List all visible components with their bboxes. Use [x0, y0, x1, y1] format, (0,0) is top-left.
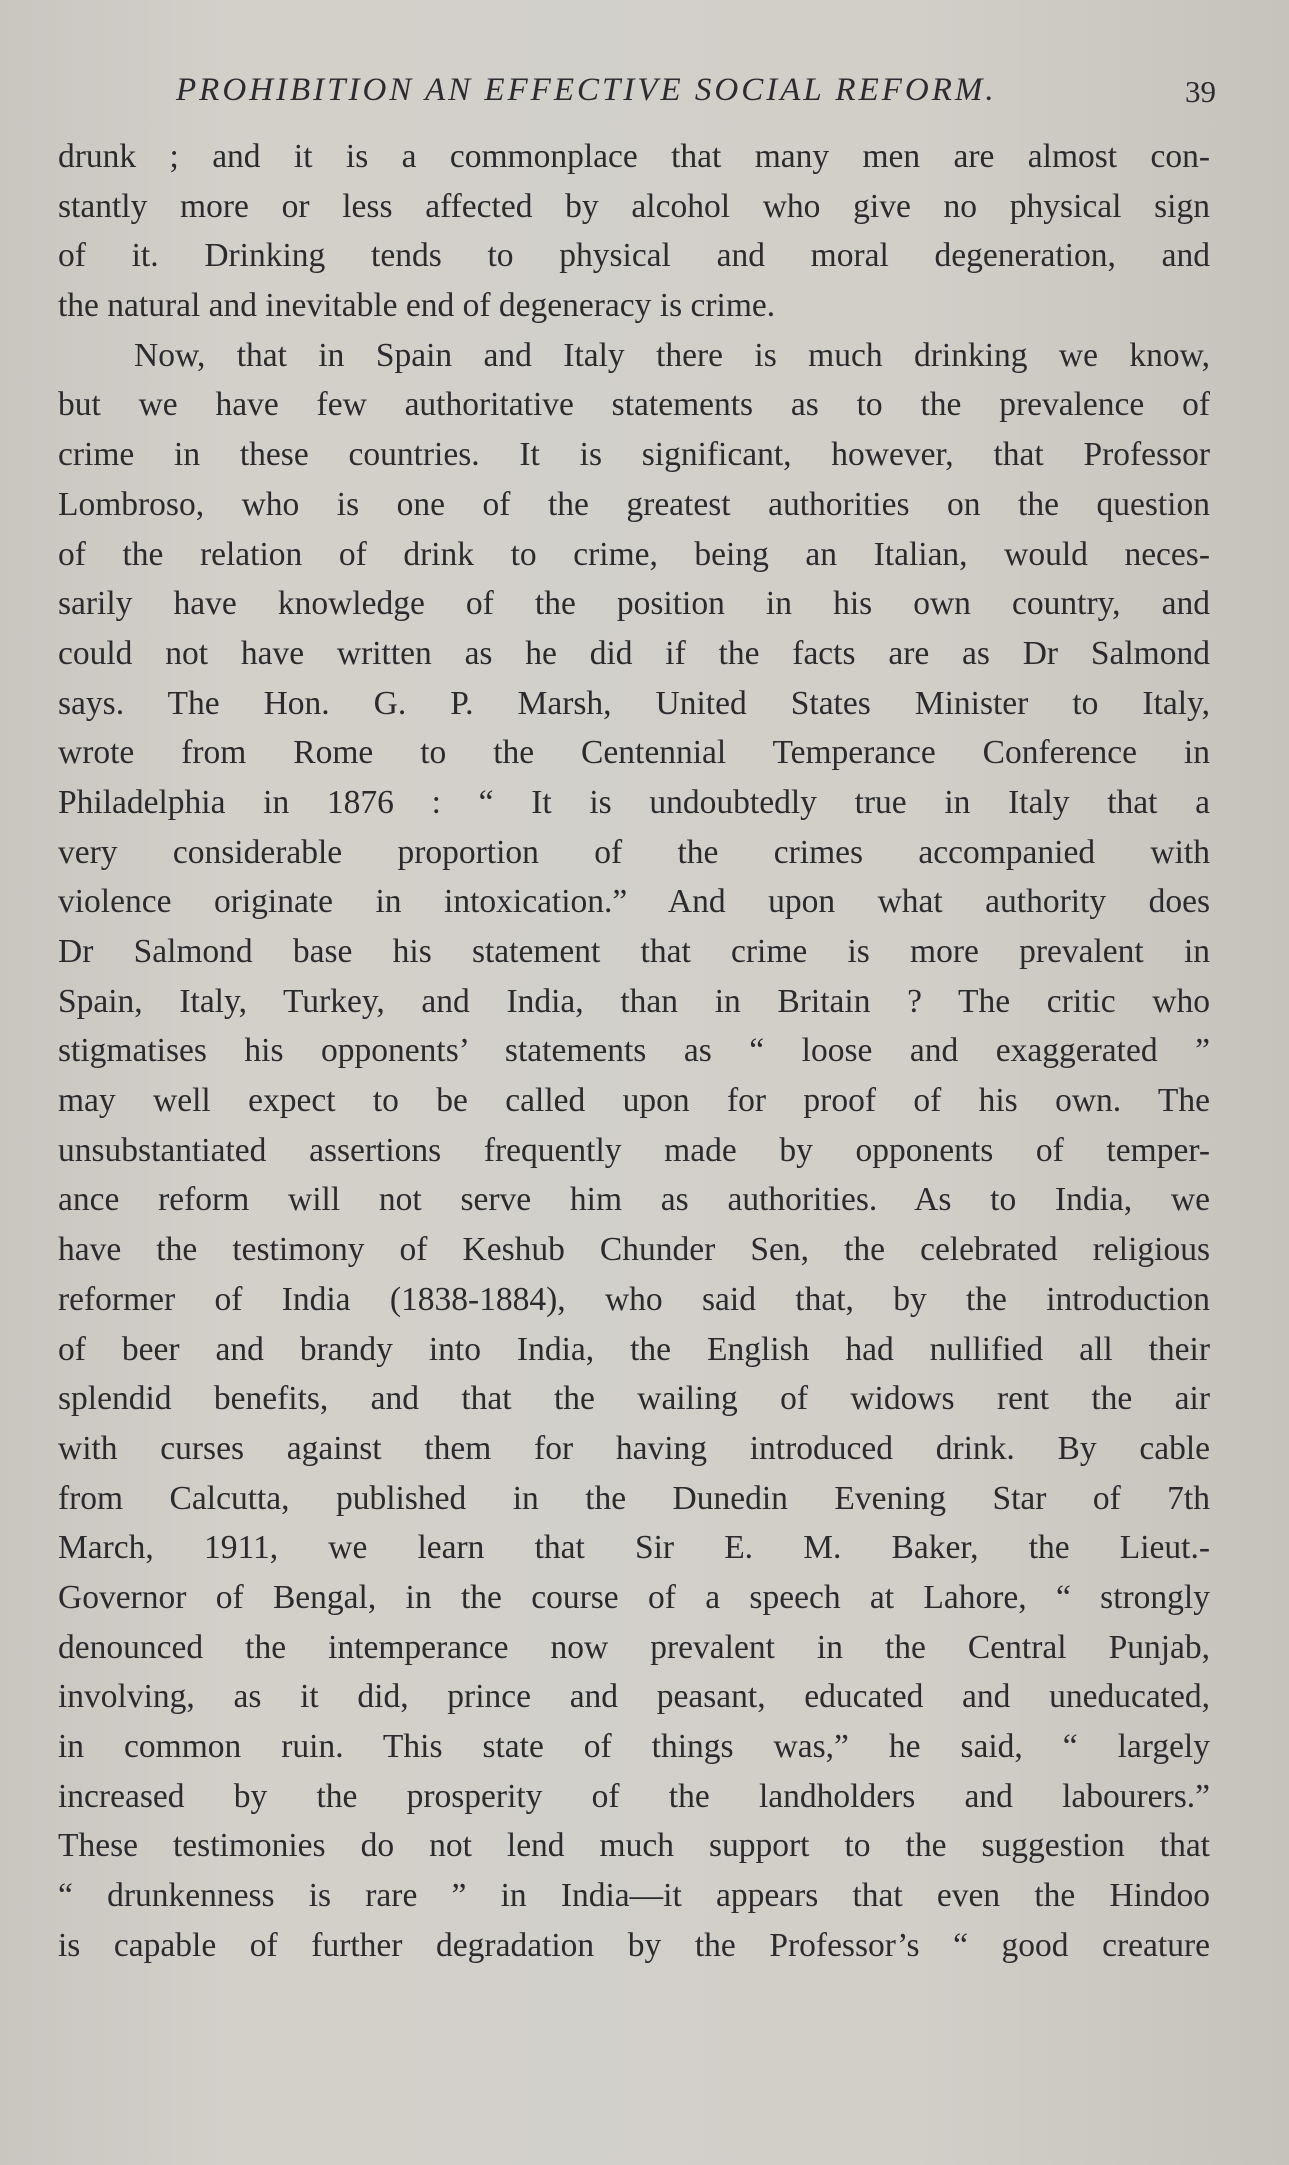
page-number: 39 [1185, 74, 1216, 109]
running-head [56, 72, 1216, 122]
text-line: stigmatises his opponents’ statements as “ loose and exaggerated ” [58, 1032, 1210, 1070]
text-line: but we have few authoritative statements as to the prevalence of [58, 386, 1210, 424]
text-line: sarily have knowledge of the position in his own country, and [58, 585, 1210, 623]
text-line: with curses against them for having introduced drink. By cable [58, 1429, 1210, 1467]
text-line: very considerable proportion of the crimes accompanied with [58, 833, 1210, 871]
text-line: crime in these countries. It is significant, however, that Professor [58, 436, 1210, 474]
text-line: Dr Salmond base his statement that crime is more prevalent in [58, 933, 1210, 970]
text-line: Spain, Italy, Turkey, and India, than in Britain ? The critic who [58, 982, 1210, 1020]
text-line: drunk ; and it is a commonplace that many men are almost con- [58, 138, 1210, 175]
text-line: from Calcutta, published in the Dunedin Evening Star of 7th [58, 1479, 1210, 1517]
text-line: is capable of further degradation by the Professor’s “ good creature [58, 1926, 1210, 1964]
text-line: of beer and brandy into India, the English had nullified all their [58, 1330, 1210, 1368]
text-line: Governor of Bengal, in the course of a speech at Lahore, “ strongly [58, 1578, 1210, 1616]
text-line: wrote from Rome to the Centennial Temperance Conference in [58, 734, 1210, 772]
text-line: have the testimony of Keshub Chunder Sen, the celebrated religious [58, 1231, 1210, 1269]
text-line: unsubstantiated assertions frequently made by opponents of temper- [58, 1131, 1210, 1169]
text-line: of the relation of drink to crime, being an Italian, would neces- [58, 535, 1210, 573]
text-line: stantly more or less affected by alcohol who give no physical sign [58, 187, 1210, 225]
body-text [58, 132, 1210, 1970]
text-line: Philadelphia in 1876 : “ It is undoubtedly true in Italy that a [58, 783, 1210, 821]
text-line: says. The Hon. G. P. Marsh, United States Minister to Italy, [58, 684, 1210, 722]
text-line: “ drunkenness is rare ” in India—it appears that even the Hindoo [58, 1877, 1210, 1915]
text-line: could not have written as he did if the facts are as Dr Salmond [58, 634, 1210, 672]
text-line: increased by the prosperity of the landholders and labourers.” [58, 1777, 1210, 1815]
paragraph-start-line: Now, that in Spain and Italy there is much drinking we know, [134, 336, 1210, 374]
text-line: denounced the intemperance now prevalent in the Central Punjab, [58, 1628, 1210, 1666]
paragraph-end-line: the natural and inevitable end of degeneracy is crime. [58, 287, 776, 325]
text-line: Lombroso, who is one of the greatest authorities on the question [58, 485, 1210, 523]
running-title: PROHIBITION AN EFFECTIVE SOCIAL REFORM. [176, 72, 997, 108]
text-line: of it. Drinking tends to physical and moral degeneration, and [58, 237, 1210, 275]
text-line: in common ruin. This state of things was,” he said, “ largely [58, 1728, 1210, 1765]
text-line: ance reform will not serve him as authorities. As to India, we [58, 1181, 1210, 1219]
text-line: may well expect to be called upon for proof of his own. The [58, 1082, 1210, 1120]
text-line: reformer of India (1838-1884), who said that, by the introduction [58, 1280, 1210, 1318]
text-line: involving, as it did, prince and peasant, educated and uneducated, [58, 1678, 1210, 1716]
text-line: These testimonies do not lend much support to the suggestion that [58, 1827, 1210, 1865]
text-line: splendid benefits, and that the wailing of widows rent the air [58, 1380, 1210, 1418]
text-line: March, 1911, we learn that Sir E. M. Baker, the Lieut.- [58, 1529, 1210, 1567]
text-line: violence originate in intoxication.” And upon what authority does [58, 883, 1210, 921]
